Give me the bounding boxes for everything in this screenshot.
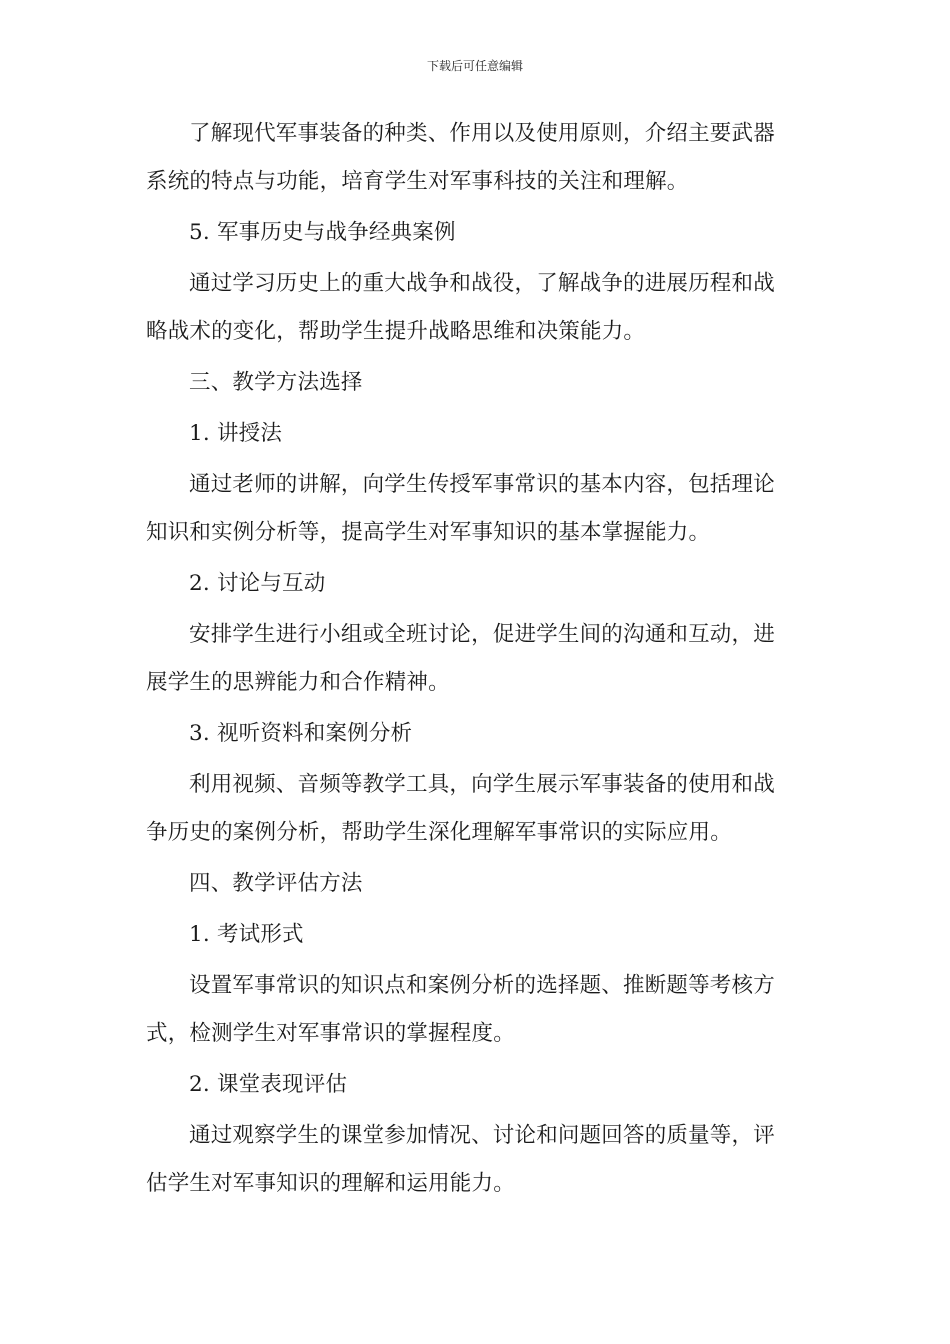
- paragraph-classroom-performance: 通过观察学生的课堂参加情况、讨论和问题回答的质量等，评估学生对军事知识的理解和运用能力。: [146, 1123, 775, 1196]
- page-header: 下载后可任意编辑: [426, 59, 523, 73]
- paragraph-audiovisual: 利用视频、音频等教学工具，向学生展示军事装备的使用和战争历史的案例分析，帮助学生深化理解军事常识的实际应用。: [146, 772, 775, 845]
- heading-military-history: 5. 军事历史与战争经典案例: [189, 220, 456, 245]
- heading-discussion: 2. 讨论与互动: [189, 571, 326, 596]
- paragraph-exam-format: 设置军事常识的知识点和案例分析的选择题、推断题等考核方式，检测学生对军事常识的掌握程度。: [146, 973, 775, 1046]
- heading-classroom-performance: 2. 课堂表现评估: [189, 1072, 348, 1097]
- paragraph-discussion: 安排学生进行小组或全班讨论，促进学生间的沟通和互动，进展学生的思辨能力和合作精神。: [146, 622, 775, 695]
- document-body: [146, 110, 794, 1211]
- section-heading-evaluation: 四、教学评估方法: [189, 871, 363, 896]
- heading-lecture-method: 1. 讲授法: [189, 421, 283, 446]
- paragraph-equipment-intro: 了解现代军事装备的种类、作用以及使用原则，介绍主要武器系统的特点与功能，培育学生对军事科技的关注和理解。: [146, 121, 775, 194]
- paragraph-lecture-method: 通过老师的讲解，向学生传授军事常识的基本内容，包括理论知识和实例分析等，提高学生对军事知识的基本掌握能力。: [146, 472, 775, 545]
- paragraph-history-intro: 通过学习历史上的重大战争和战役，了解战争的进展历程和战略战术的变化，帮助学生提升战略思维和决策能力。: [146, 271, 775, 344]
- heading-audiovisual: 3. 视听资料和案例分析: [189, 721, 413, 746]
- section-heading-teaching-methods: 三、教学方法选择: [189, 370, 363, 395]
- heading-exam-format: 1. 考试形式: [189, 922, 304, 947]
